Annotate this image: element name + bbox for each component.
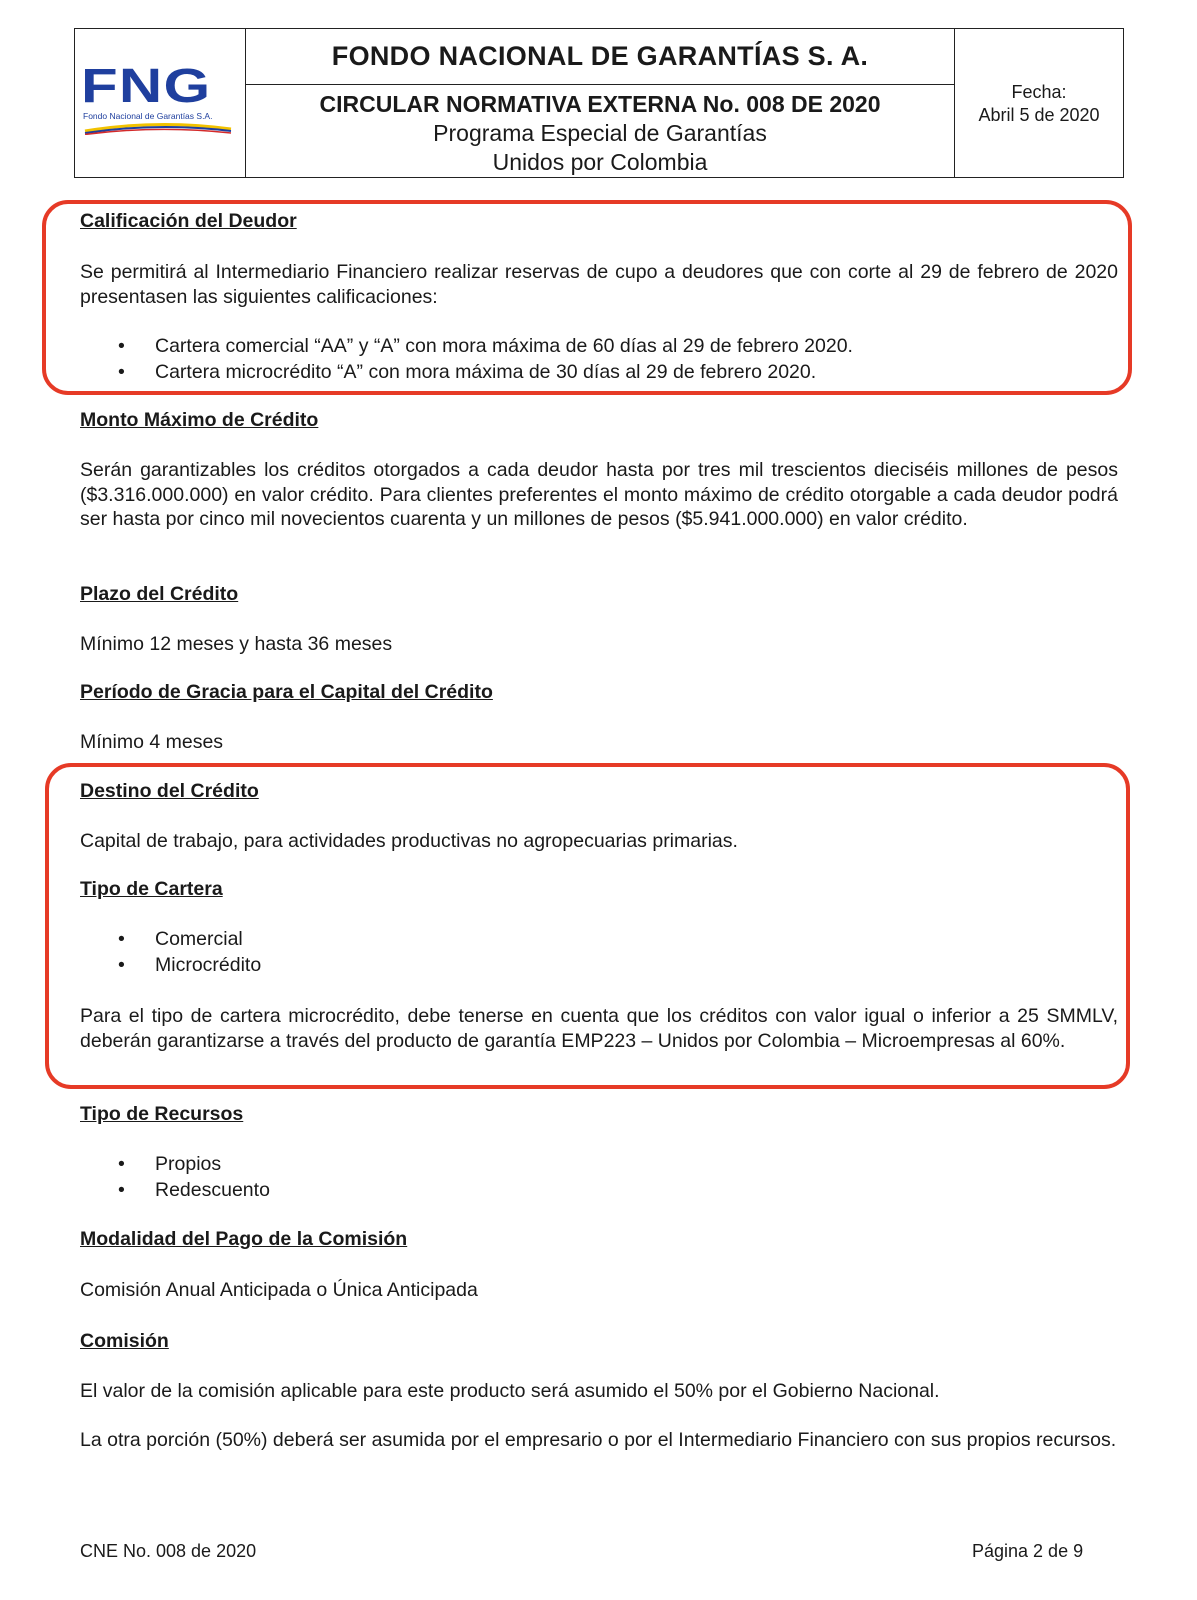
logo-text: FNG	[81, 60, 212, 113]
page-number: Página 2 de 9	[972, 1541, 1084, 1561]
org-name: FONDO NACIONAL DE GARANTÍAS S. A.	[246, 29, 954, 85]
bullet-icon: •	[118, 1153, 125, 1175]
footer-left: CNE No. 008 de 2020	[80, 1541, 257, 1561]
heading-destino: Destino del Crédito	[80, 780, 259, 802]
paragraph-plazo: Mínimo 12 meses y hasta 36 meses	[80, 633, 393, 655]
paragraph-comision-1: El valor de la comisión aplicable para este producto será asumido el 50% por el Gobierno Nacional.	[80, 1380, 940, 1402]
program-line-1: Programa Especial de Garantías	[433, 120, 767, 146]
bullet-icon: •	[118, 1179, 125, 1201]
bullet-icon: •	[118, 954, 125, 976]
paragraph-comision-2: La otra porción (50%) deberá ser asumida por el empresario o por el Intermediario Financiero con sus propios recursos.	[80, 1429, 1117, 1451]
logo-swoosh-icon	[83, 121, 233, 135]
date-block	[955, 29, 1123, 177]
heading-plazo: Plazo del Crédito	[80, 583, 239, 605]
bullet-icon: •	[118, 335, 125, 357]
bullet-icon: •	[118, 928, 125, 950]
heading-comision: Comisión	[80, 1330, 169, 1352]
paragraph-destino: Capital de trabajo, para actividades productivas no agropecuarias primarias.	[80, 830, 738, 852]
program-line-2: Unidos por Colombia	[492, 149, 708, 175]
heading-modalidad: Modalidad del Pago de la Comisión	[80, 1228, 408, 1250]
paragraph-gracia: Mínimo 4 meses	[80, 731, 224, 753]
paragraph-tipo-cartera: Para el tipo de cartera microcrédito, debe tenerse en cuenta que los créditos con valor igual o inferior a 25 SMMLV, deberán garantizarse a través del producto de garantía EMP223 – Unidos por Colombia – Microempresas al 60%.	[80, 1005, 1118, 1052]
heading-calificacion: Calificación del Deudor	[80, 210, 297, 232]
heading-monto: Monto Máximo de Crédito	[80, 409, 319, 431]
date-label: Fecha:	[1011, 82, 1067, 102]
date-value: Abril 5 de 2020	[978, 105, 1100, 125]
paragraph-monto: Serán garantizables los créditos otorgados a cada deudor hasta por tres mil trescientos dieciséis millones de pesos ($3.316.000.000) en valor crédito. Para clientes preferentes el monto máximo de crédito otorgable a cada deudor podrá ser hasta por cinco mil novecientos cuarenta y un millones de pesos ($5.941.000.000) en valor crédito.	[80, 459, 1118, 530]
logo-subtitle: Fondo Nacional de Garantías S.A.	[83, 111, 213, 121]
bullet-icon: •	[118, 361, 125, 383]
logo	[75, 29, 246, 177]
paragraph-calificacion: Se permitirá al Intermediario Financiero realizar reservas de cupo a deudores que con corte al 29 de febrero de 2020 presentasen las siguientes calificaciones:	[80, 261, 1118, 308]
heading-tipo-cartera: Tipo de Cartera	[80, 878, 223, 900]
circular-title: CIRCULAR NORMATIVA EXTERNA No. 008 DE 2020	[319, 91, 881, 117]
paragraph-modalidad: Comisión Anual Anticipada o Única Anticipada	[80, 1279, 478, 1301]
heading-gracia: Período de Gracia para el Capital del Crédito	[80, 681, 493, 703]
heading-recursos: Tipo de Recursos	[80, 1103, 244, 1125]
document-header	[74, 28, 1124, 178]
